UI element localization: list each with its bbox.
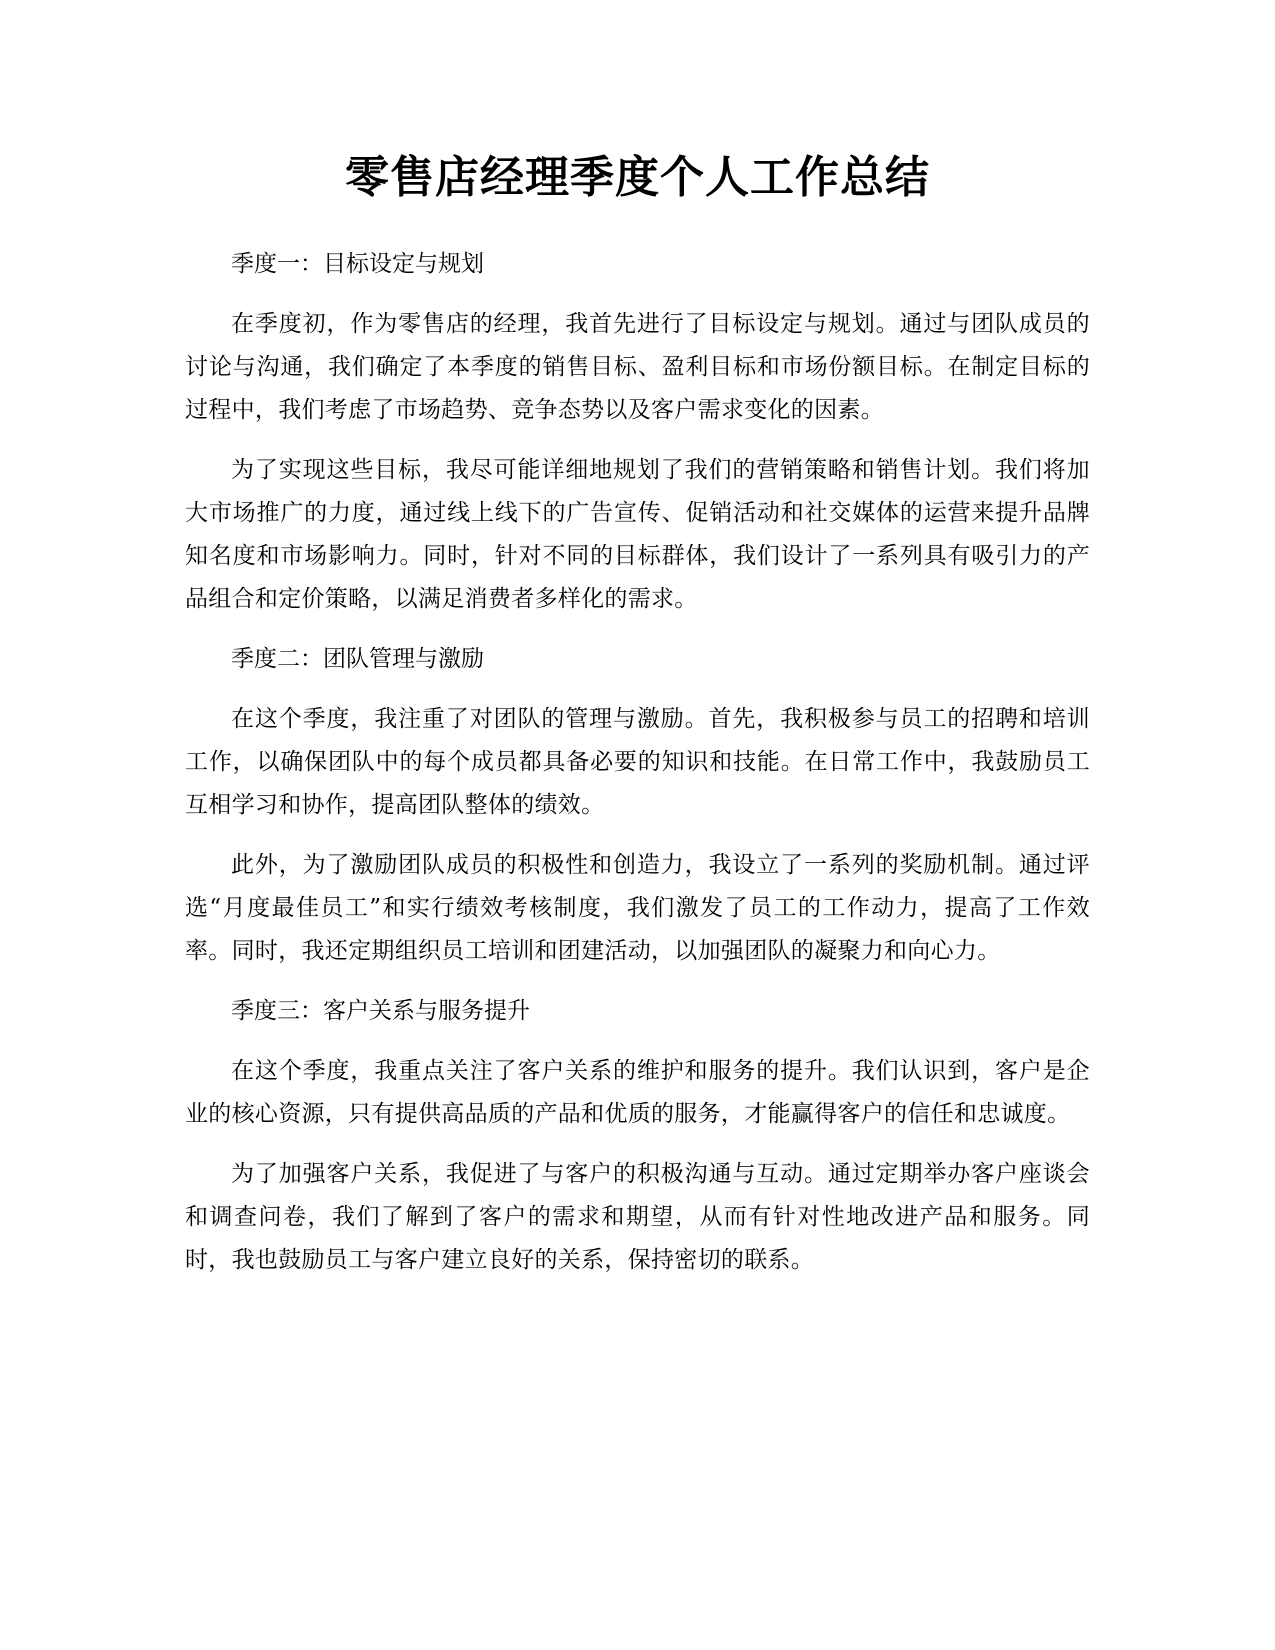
section-heading-q3: 季度三：客户关系与服务提升 xyxy=(231,998,530,1024)
section-heading-q2: 季度二：团队管理与激励 xyxy=(231,646,484,672)
document-title: 零售店经理季度个人工作总结 xyxy=(345,152,930,203)
paragraph: 为了加强客户关系，我促进了与客户的积极沟通与互动。通过定期举办客户座谈会和调查问卷，我们了解到了客户的需求和期望，从而有针对性地改进产品和服务。同时，我也鼓励员工与客户建立良好的关系，保持密切的联系。 xyxy=(185,1161,1090,1273)
section-heading-q1: 季度一：目标设定与规划 xyxy=(231,251,484,277)
document-body xyxy=(185,243,1090,1299)
paragraph: 在这个季度，我注重了对团队的管理与激励。首先，我积极参与员工的招聘和培训工作，以确保团队中的每个成员都具备必要的知识和技能。在日常工作中，我鼓励员工互相学习和协作，提高团队整体的绩效。 xyxy=(185,706,1090,818)
paragraph: 为了实现这些目标，我尽可能详细地规划了我们的营销策略和销售计划。我们将加大市场推广的力度，通过线上线下的广告宣传、促销活动和社交媒体的运营来提升品牌知名度和市场影响力。同时，针对不同的目标群体，我们设计了一系列具有吸引力的产品组合和定价策略，以满足消费者多样化的需求。 xyxy=(185,457,1090,612)
paragraph: 在季度初，作为零售店的经理，我首先进行了目标设定与规划。通过与团队成员的讨论与沟通，我们确定了本季度的销售目标、盈利目标和市场份额目标。在制定目标的过程中，我们考虑了市场趋势、竞争态势以及客户需求变化的因素。 xyxy=(185,311,1090,423)
paragraph: 此外，为了激励团队成员的积极性和创造力，我设立了一系列的奖励机制。通过评选“月度最佳员工”和实行绩效考核制度，我们激发了员工的工作动力，提高了工作效率。同时，我还定期组织员工培训和团建活动，以加强团队的凝聚力和向心力。 xyxy=(185,852,1090,964)
document-page xyxy=(185,0,1090,1650)
paragraph: 在这个季度，我重点关注了客户关系的维护和服务的提升。我们认识到，客户是企业的核心资源，只有提供高品质的产品和优质的服务，才能赢得客户的信任和忠诚度。 xyxy=(185,1058,1090,1127)
